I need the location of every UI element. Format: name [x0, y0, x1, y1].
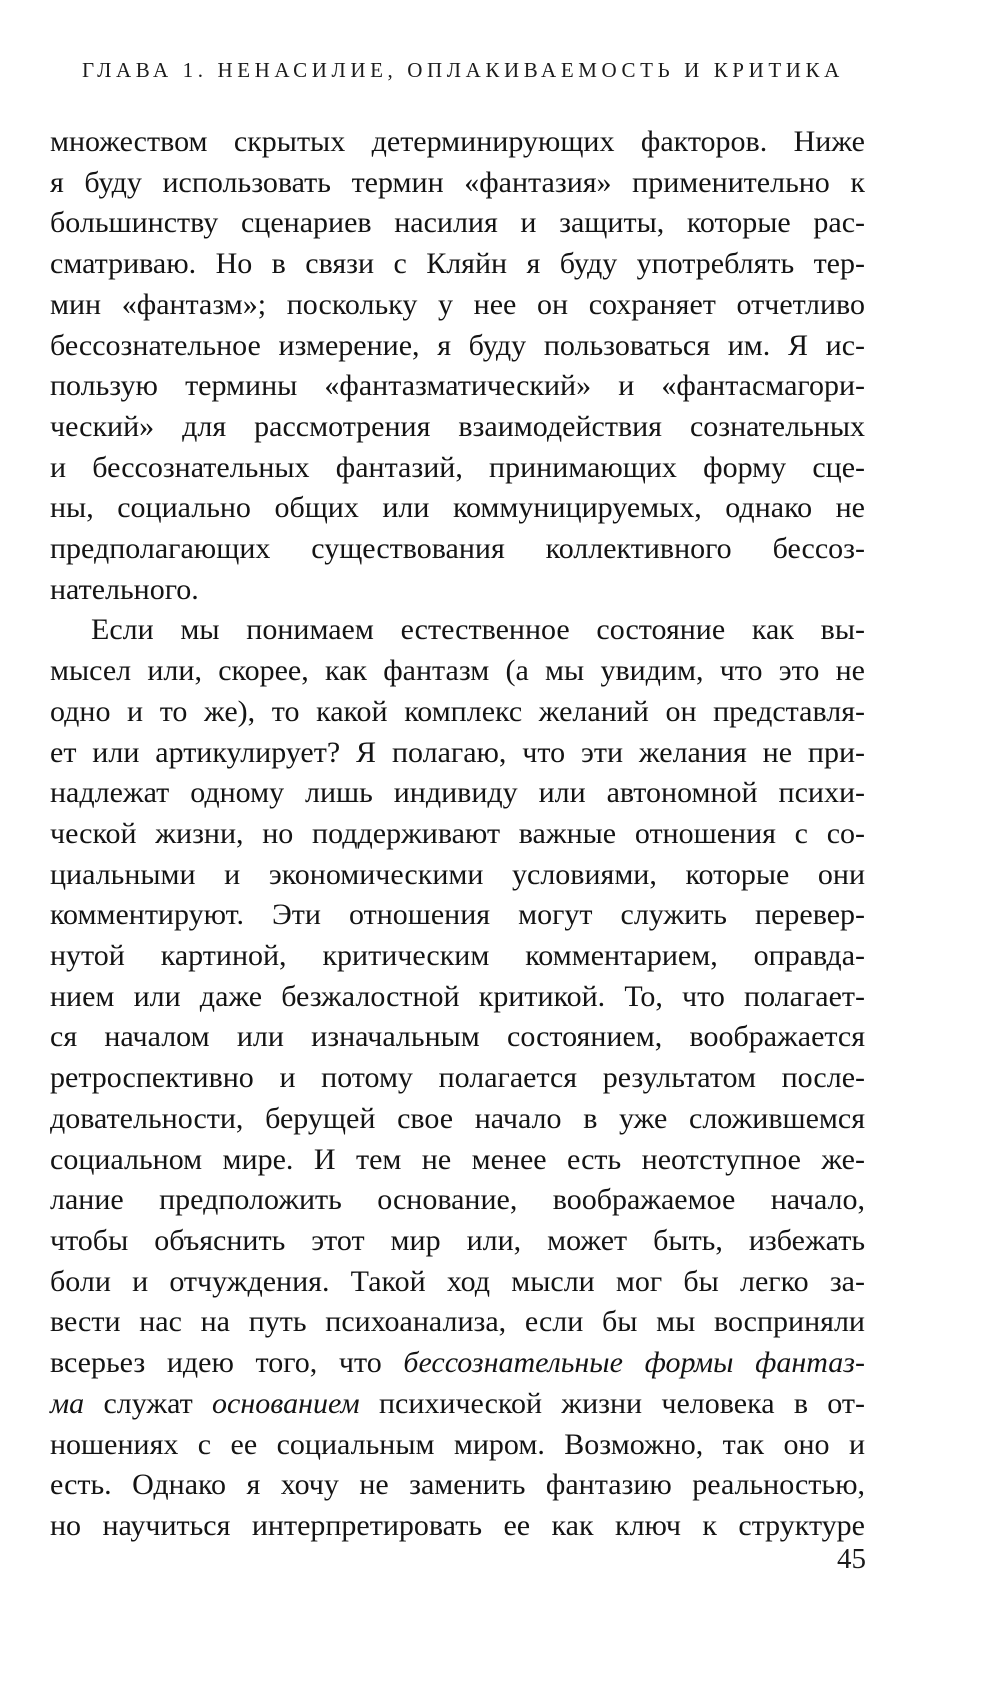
- text-line: довательности, берущей свое начало в уже сложившемся: [50, 1101, 865, 1135]
- text-line: комментируют. Эти отношения могут служить перевер-: [50, 898, 865, 932]
- text-line: вести нас на путь психоанализа, если бы мы восприняли: [50, 1305, 865, 1339]
- italic-run: ма: [50, 1386, 85, 1420]
- text-run: всерьез идею того, что: [50, 1346, 404, 1380]
- text-line: боли и отчуждения. Такой ход мысли мог бы легко за-: [50, 1264, 865, 1298]
- text-line: мин «фантазм»; поскольку у нее он сохраняет отчетливо: [50, 287, 865, 321]
- text-line: нутой картиной, критическим комментарием, оправда-: [50, 939, 865, 973]
- text-line: я буду использовать термин «фантазия» применительно к: [50, 165, 865, 199]
- text-line: нательного.: [50, 572, 199, 606]
- text-line: предполагающих существования коллективного бессоз-: [50, 532, 865, 566]
- italic-run: бессознательные формы фантаз-: [403, 1346, 865, 1380]
- text-line: и бессознательных фантазий, принимающих форму сце-: [50, 450, 865, 484]
- text-line: сматриваю. Но в связи с Кляйн я буду употреблять тер-: [50, 247, 865, 281]
- page-number: 45: [837, 1543, 866, 1575]
- text-line: ческой жизни, но поддерживают важные отношения с со-: [50, 816, 865, 850]
- text-line: нием или даже безжалостной критикой. То, что полагает-: [50, 979, 865, 1013]
- body-text: [50, 122, 865, 1547]
- text-line: ретроспективно и потому полагается результатом после-: [50, 1061, 865, 1095]
- text-run: служат: [84, 1386, 213, 1420]
- text-line: чтобы объяснить этот мир или, может быть, избежать: [50, 1223, 865, 1257]
- text-line-with-italic: [50, 1343, 865, 1384]
- text-line: надлежат одному лишь индивиду или автономной психи-: [50, 776, 865, 810]
- text-line-with-italic: [50, 1384, 865, 1425]
- text-line: ношениях с ее социальным миром. Возможно, так оно и: [50, 1427, 865, 1461]
- text-line: ческий» для рассмотрения взаимодействия сознательных: [50, 409, 865, 443]
- text-line: социальном мире. И тем не менее есть неотступное же-: [50, 1142, 865, 1176]
- text-line: циальными и экономическими условиями, которые они: [50, 857, 865, 891]
- running-header: ГЛАВА 1. НЕНАСИЛИЕ, ОПЛАКИВАЕМОСТЬ И КРИТИКА: [82, 58, 844, 82]
- text-line: пользую термины «фантазматический» и «фантасмагори-: [50, 369, 865, 403]
- italic-run: основанием: [212, 1386, 360, 1420]
- text-line: одно и то же), то какой комплекс желаний он представля-: [50, 694, 865, 728]
- text-line: множеством скрытых детерминирующих факторов. Ниже: [50, 125, 865, 158]
- text-line: ны, социально общих или коммуницируемых, однако не: [50, 491, 865, 525]
- text-line: есть. Однако я хочу не заменить фантазию реальностью,: [50, 1468, 865, 1502]
- text-line: ся началом или изначальным состоянием, воображается: [50, 1020, 865, 1054]
- text-line: лание предположить основание, воображаемое начало,: [50, 1183, 865, 1217]
- text-line: мысел или, скорее, как фантазм (а мы увидим, что это не: [50, 654, 865, 688]
- text-line: но научиться интерпретировать ее как ключ к структуре: [50, 1508, 865, 1542]
- text-line: большинству сценариев насилия и защиты, которые рас-: [50, 206, 865, 240]
- text-line: бессознательное измерение, я буду пользоваться им. Я ис-: [50, 328, 865, 362]
- text-line: Если мы понимаем естественное состояние как вы-: [91, 613, 865, 647]
- text-line: ет или артикулирует? Я полагаю, что эти желания не при-: [50, 735, 865, 769]
- text-run: психической жизни человека в от-: [359, 1386, 865, 1420]
